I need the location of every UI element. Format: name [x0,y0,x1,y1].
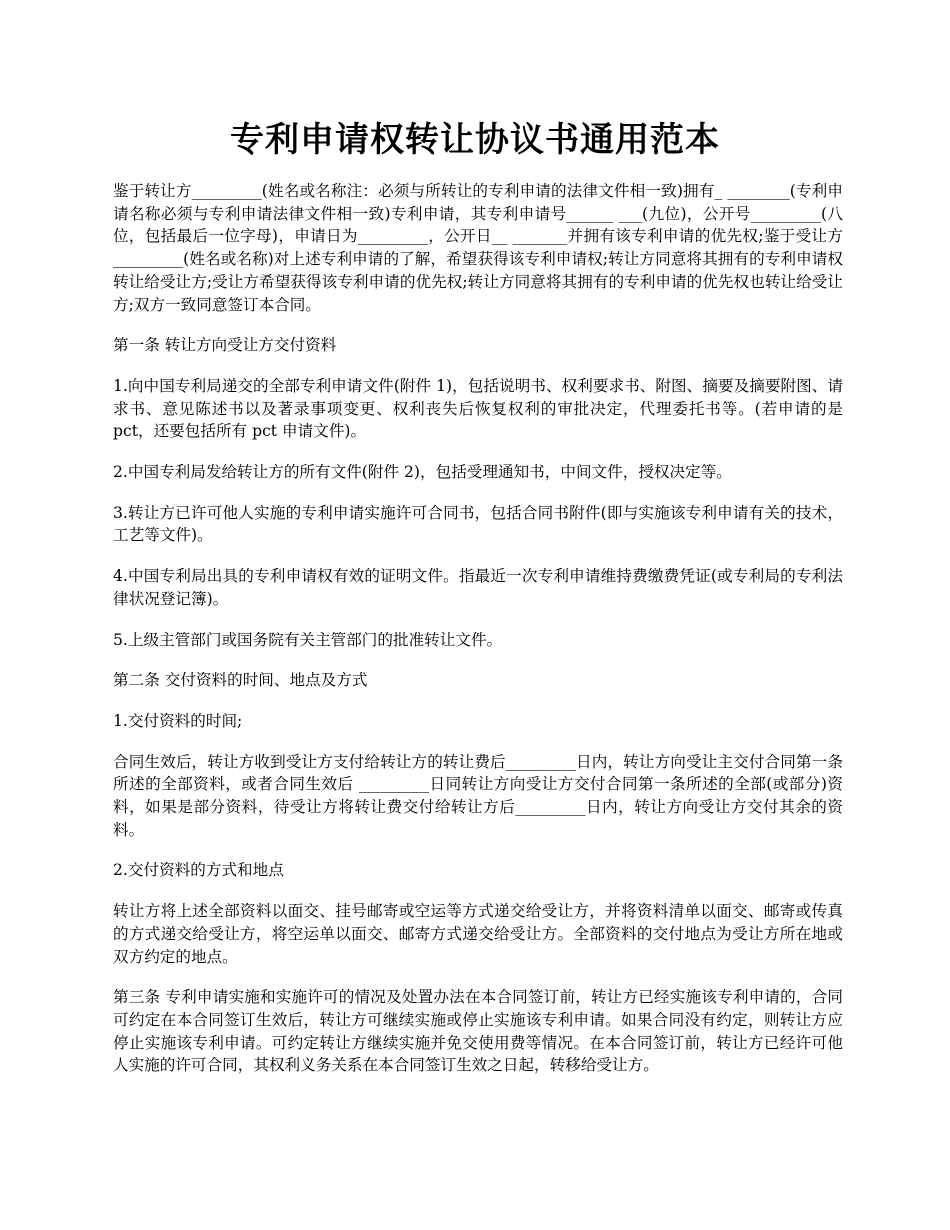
document-body [113,180,843,1095]
article-1-item-5: 5.上级主管部门或国务院有关主管部门的批准转让文件。 [113,630,503,649]
article-3-paragraph: 第三条 专利申请实施和实施许可的情况及处置办法在本合同签订前，转让方已经实施该专利申请的，合同可约定在本合同签订生效后，转让方可继续实施或停止实施该专利申请。如果合同没有约定，则转让方应停止实施该专利申请。可约定转让方继续实施并免交使用费等情况。在本合同签订前，转让方已经许可他人实施的许可合同，其权利义务关系在本合同签订生效之日起，转移给受让方。 [113,988,843,1075]
article-2-item-1: 1.交付资料的时间; [113,711,243,730]
article-1-item-4: 4.中国专利局出具的专利申请权有效的证明文件。指最近一次专利申请维持费缴费凭证(或专利局的专利法律状况登记簿)。 [113,567,843,608]
document-title: 专利申请权转让协议书通用范本 [230,120,720,160]
article-2-item-2-text: 转让方将上述全部资料以面交、挂号邮寄或空运等方式递交给受让方，并将资料清单以面交、邮寄或传真的方式递交给受让方，将空运单以面交、邮寄方式递交给受让方。全部资料的交付地点为受让方所在地或双方约定的地点。 [113,902,843,966]
article-2-item-1-text: 合同生效后，转让方收到受让方支付给转让方的转让费后_________日内，转让方向受让主交付合同第一条所述的全部资料，或者合同生效后 _________日同转让方向受让方交付合同第一条所述的全部(或部分)资料，如果是部分资料，待受让方将转让费交付给转让方后_________日内，转让方向受让方交付其余的资料。 [113,752,843,839]
preamble-paragraph: 鉴于转让方_________(姓名或名称注：必须与所转让的专利申请的法律文件相一致)拥有_ ________(专利申请名称必须与专利申请法律文件相一致)专利申请，其专利申请号______ ___(九位)，公开号_________(八位，包括最后一位字母)，申请日为_________，公开日__ _______并拥有该专利申请的优先权;鉴于受让方_________(姓名或名称)对上述专利申请的了解，希望获得该专利申请权;转让方同意将其拥有的专利申请权转让给受让方;受让方希望获得该专利申请的优先权;转让方同意将其拥有的专利申请的优先权也转让给受让方;双方一致同意签订本合同。 [113,182,843,314]
article-1-item-1: 1.向中国专利局递交的全部专利申请文件(附件 1)，包括说明书、权利要求书、附图、摘要及摘要附图、请求书、意见陈述书以及著录事项变更、权利丧失后恢复权利的审批决定，代理委托书等。(若申请的是 pct，还要包括所有 pct 申请文件)。 [113,376,843,441]
article-2-heading: 第二条 交付资料的时间、地点及方式 [113,671,368,690]
article-2-item-2: 2.交付资料的方式和地点 [113,861,284,880]
article-1-heading: 第一条 转让方向受让方交付资料 [113,336,337,355]
article-1-item-3: 3.转让方已许可他人实施的专利申请实施许可合同书，包括合同书附件(即与实施该专利申请有关的技术，工艺等文件)。 [113,503,843,545]
article-1-item-2: 2.中国专利局发给转让方的所有文件(附件 2)，包括受理通知书，中间文件，授权决定等。 [113,463,732,482]
